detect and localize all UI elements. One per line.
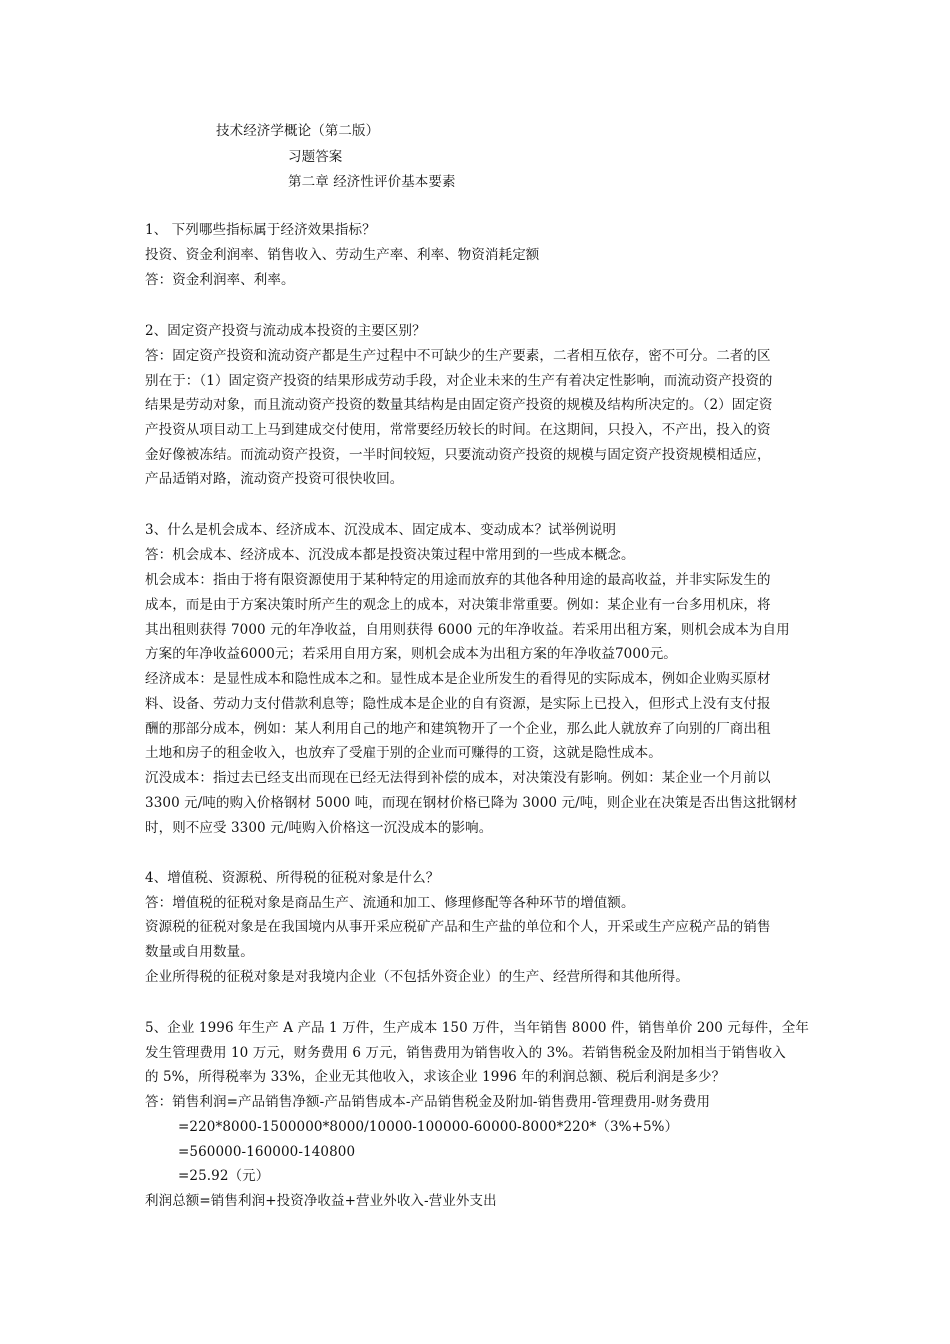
q2-line: 答：固定资产投资和流动资产都是生产过程中不可缺少的生产要素，二者相互依存，密不可分。二者的区 [145, 348, 771, 364]
q1-options: 投资、资金利润率、销售收入、劳动生产率、利率、物资消耗定额 [145, 247, 540, 263]
subtitle: 习题答案 [288, 149, 343, 165]
q3-line: 机会成本：指由于将有限资源使用于某种特定的用途而放弃的其他各种用途的最高收益，并非实际发生的 [145, 572, 771, 588]
q4-line: 数量或自用数量。 [145, 944, 254, 960]
q3-line: 土地和房子的租金收入，也放弃了受雇于别的企业而可赚得的工资，这就是隐性成本。 [145, 745, 662, 761]
q3-line: 成本，而是由于方案决策时所产生的观念上的成本，对决策非常重要。例如：某企业有一台多用机床，将 [145, 597, 771, 613]
q4-line: 企业所得税的征税对象是对我境内企业（不包括外资企业）的生产、经营所得和其他所得。 [145, 969, 689, 985]
q4-question: 4、增值税、资源税、所得税的征税对象是什么？ [145, 870, 440, 886]
q3-line: 经济成本：是显性成本和隐性成本之和。显性成本是企业所发生的看得见的实际成本，例如企业购买原材 [145, 671, 771, 687]
q3-line: 料、设备、劳动力支付借款利息等；隐性成本是企业的自有资源，是实际上已投入，但形式上没有支付报 [145, 696, 771, 712]
q3-line: 沉没成本：指过去已经支出而现在已经无法得到补偿的成本，对决策没有影响。例如：某企业一个月前以 [145, 770, 771, 786]
book-title: 技术经济学概论（第二版） [216, 123, 380, 139]
q3-line: 酬的那部分成本，例如：某人利用自己的地产和建筑物开了一个企业，那么此人就放弃了向别的厂商出租 [145, 721, 771, 737]
q5-question-line: 发生管理费用 10 万元，财务费用 6 万元，销售费用为销售收入的 3%。若销售税金及附加相当于销售收入 [145, 1045, 786, 1061]
q2-line: 产投资从项目动工上马到建成交付使用，常常要经历较长的时间。在这期间，只投入，不产出，投入的资 [145, 422, 771, 438]
q2-line: 金好像被冻结。而流动资产投资，一半时间较短，只要流动资产投资的规模与固定资产投资规模相适应， [145, 447, 771, 463]
q5-answer-line: 答：销售利润=产品销售净额-产品销售成本-产品销售税金及附加-销售费用-管理费用-财务费用 [145, 1094, 711, 1110]
q2-question: 2、固定资产投资与流动成本投资的主要区别？ [145, 323, 426, 339]
q3-question: 3、什么是机会成本、经济成本、沉没成本、固定成本、变动成本？试举例说明 [145, 522, 617, 538]
q5-question-line: 的 5%，所得税率为 33%，企业无其他收入，求该企业 1996 年的利润总额、税后利润是多少？ [145, 1069, 726, 1085]
q5-calc-line: =25.92（元） [178, 1168, 270, 1184]
q5-calc-line: =560000-160000-140800 [178, 1144, 356, 1160]
q5-calc-line: =220*8000-1500000*8000/10000-100000-60000-8000*220*（3%+5%） [178, 1119, 679, 1135]
q2-line: 产品适销对路，流动资产投资可很快收回。 [145, 471, 404, 487]
q3-line: 其出租则获得 7000 元的年净收益，自用则获得 6000 元的年净收益。若采用出租方案，则机会成本为自用 [145, 622, 790, 638]
q5-profit-total: 利润总额=销售利润+投资净收益+营业外收入-营业外支出 [145, 1193, 497, 1209]
q3-line: 3300 元/吨的购入价格钢材 5000 吨，而现在钢材价格已降为 3000 元/吨，则企业在决策是否出售这批钢材 [145, 795, 798, 811]
q4-line: 资源税的征税对象是在我国境内从事开采应税矿产品和生产盐的单位和个人，开采或生产应税产品的销售 [145, 919, 771, 935]
q1-question: 1、 下列哪些指标属于经济效果指标？ [145, 222, 376, 238]
q3-line: 答：机会成本、经济成本、沉没成本都是投资决策过程中常用到的一些成本概念。 [145, 547, 635, 563]
q3-line: 时，则不应受 3300 元/吨购入价格这一沉没成本的影响。 [145, 820, 493, 836]
q5-question-line: 5、企业 1996 年生产 A 产品 1 万件，生产成本 150 万件，当年销售 8000 件，销售单价 200 元每件，全年 [145, 1020, 809, 1036]
q2-line: 结果是劳动对象，而且流动资产投资的数量其结构是由固定资产投资的规模及结构所决定的。（2）固定资 [145, 397, 773, 413]
q3-line: 方案的年净收益6000元；若采用自用方案，则机会成本为出租方案的年净收益7000元。 [145, 646, 677, 662]
chapter-title: 第二章 经济性评价基本要素 [288, 174, 456, 190]
q4-line: 答：增值税的征税对象是商品生产、流通和加工、修理修配等各种环节的增值额。 [145, 895, 635, 911]
q2-line: 别在于：（1）固定资产投资的结果形成劳动手段，对企业未来的生产有着决定性影响，而流动资产投资的 [145, 373, 773, 389]
q1-answer: 答：资金利润率、利率。 [145, 272, 295, 288]
